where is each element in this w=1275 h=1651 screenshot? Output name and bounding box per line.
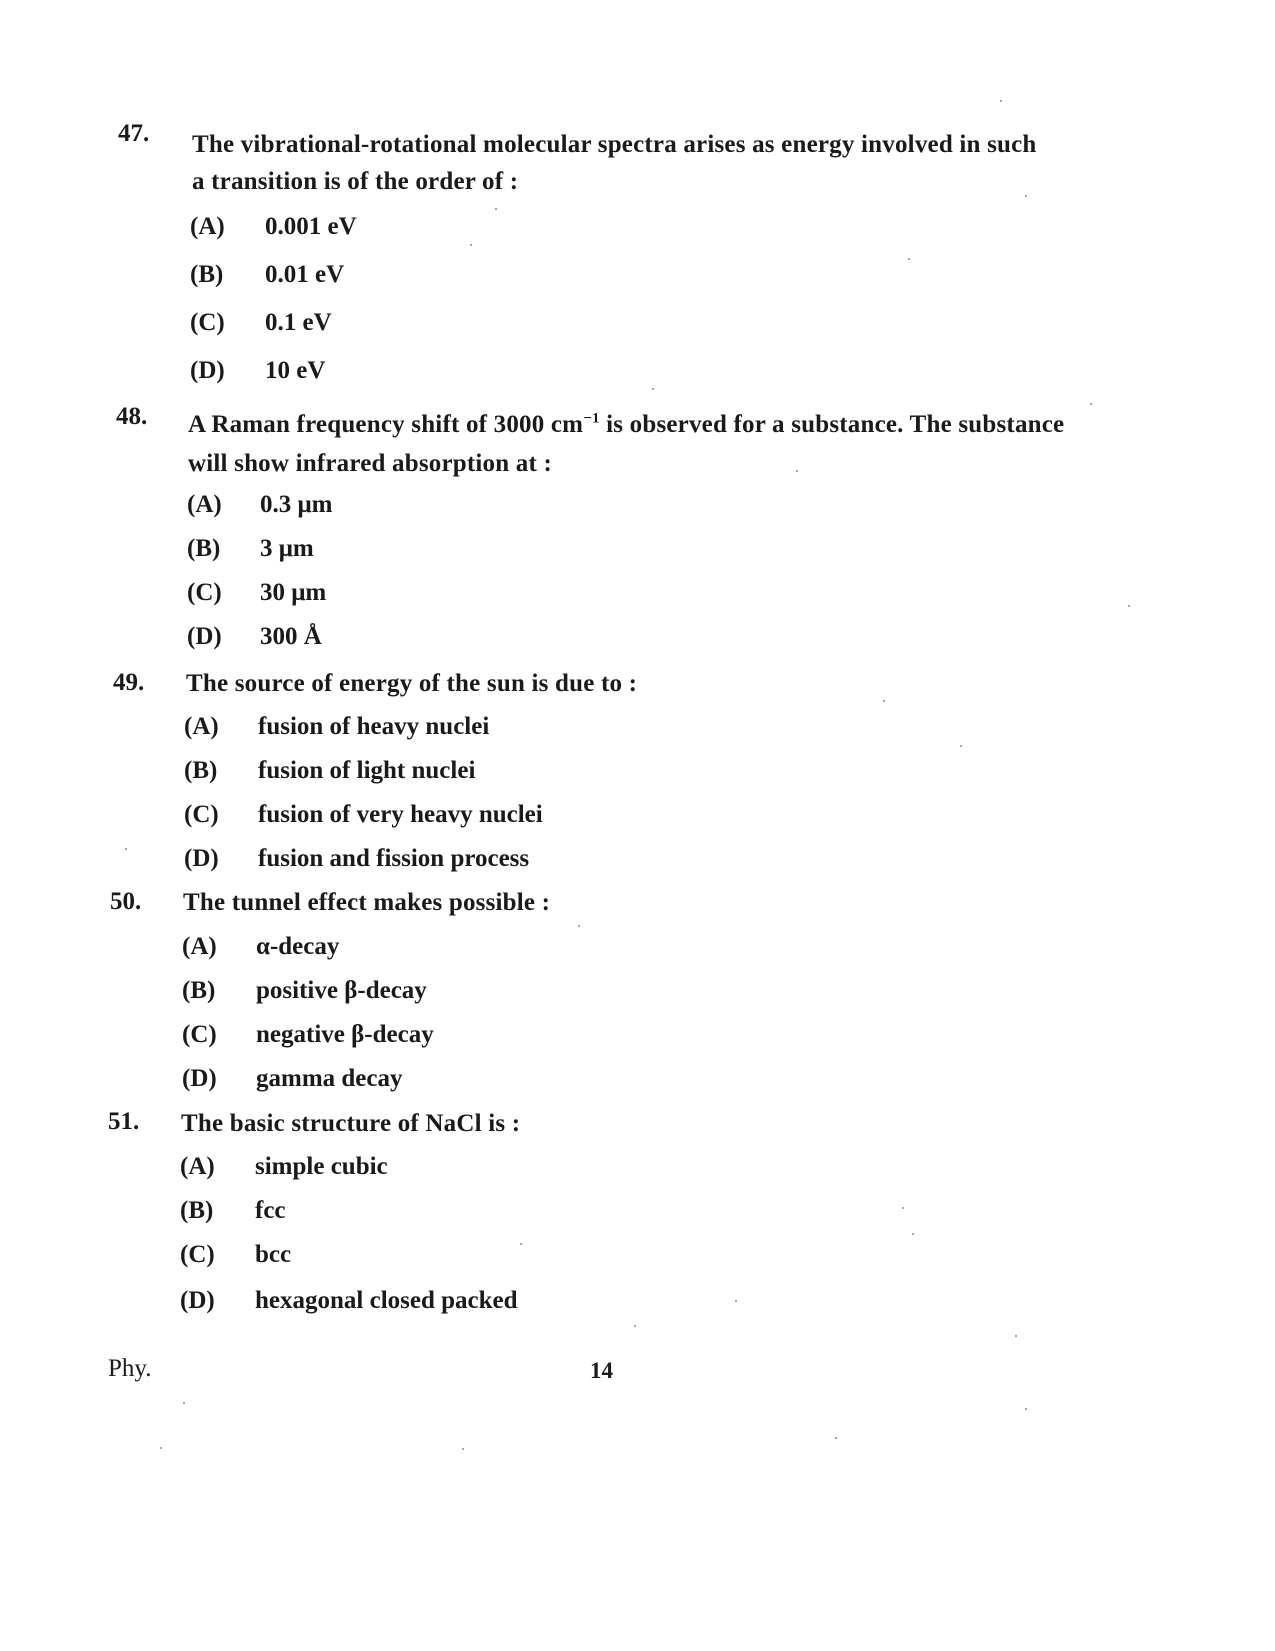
option-text: fcc	[255, 1197, 286, 1224]
option-text: 0.3 μm	[260, 491, 333, 518]
scan-speck	[160, 1447, 162, 1449]
option-text: 300 Å	[260, 623, 322, 650]
question-number: 50.	[110, 888, 142, 915]
option-text: fusion and fission process	[258, 845, 530, 872]
scan-speck	[960, 745, 962, 747]
question-number: 49.	[113, 669, 145, 696]
question-text-part: is observed for a substance. The substance	[599, 411, 1065, 438]
question-text-part: A Raman frequency shift of 3000 cm	[188, 411, 584, 438]
scan-speck	[1128, 605, 1130, 607]
option-letter: (A)	[182, 933, 217, 960]
option-text: hexagonal closed packed	[255, 1287, 518, 1314]
scan-speck	[735, 1300, 737, 1302]
scan-speck	[470, 244, 472, 246]
scan-speck	[796, 470, 798, 472]
scan-speck	[125, 848, 127, 850]
scan-speck	[902, 1207, 904, 1209]
scan-speck	[1000, 100, 1002, 102]
option-letter: (D)	[187, 623, 222, 650]
scan-speck	[1025, 195, 1027, 197]
option-letter: (C)	[182, 1021, 217, 1048]
option-text: 0.01 eV	[265, 261, 345, 288]
option-letter: (B)	[187, 535, 221, 562]
scan-speck	[495, 208, 497, 210]
option-letter: (D)	[190, 357, 225, 384]
option-text: 0.1 eV	[265, 309, 332, 336]
scan-speck	[1015, 1335, 1017, 1337]
scan-speck	[578, 925, 580, 927]
option-letter: (B)	[182, 977, 216, 1004]
option-letter: (A)	[187, 491, 222, 518]
scan-speck	[652, 388, 654, 390]
option-letter: (D)	[182, 1065, 217, 1092]
option-text: simple cubic	[255, 1153, 388, 1180]
scan-speck	[1090, 403, 1092, 405]
option-letter: (B)	[184, 757, 218, 784]
option-letter: (C)	[187, 579, 222, 606]
option-letter: (B)	[180, 1197, 214, 1224]
scan-speck	[835, 1437, 837, 1439]
option-letter: (D)	[180, 1287, 215, 1314]
option-text: fusion of very heavy nuclei	[258, 801, 543, 828]
question-text-line-1: The vibrational-rotational molecular spectra arises as energy involved in such	[192, 131, 1037, 158]
superscript: −1	[583, 410, 600, 427]
option-text: negative β-decay	[256, 1021, 434, 1048]
option-letter: (C)	[180, 1241, 215, 1268]
option-letter: (A)	[184, 713, 219, 740]
option-text: bcc	[255, 1241, 292, 1268]
question-text-line-1: The tunnel effect makes possible :	[183, 889, 551, 916]
option-text: 10 eV	[265, 357, 326, 384]
question-text-line-1: The basic structure of NaCl is :	[181, 1110, 521, 1137]
scan-speck	[912, 1233, 914, 1235]
option-text: fusion of light nuclei	[258, 757, 476, 784]
scan-speck	[883, 700, 885, 702]
option-letter: (A)	[180, 1153, 215, 1180]
scan-speck	[908, 258, 910, 260]
option-letter: (B)	[190, 261, 224, 288]
scan-speck	[520, 1243, 522, 1245]
scan-speck	[1025, 1408, 1027, 1410]
footer-page-number: 14	[590, 1358, 613, 1383]
question-number: 51.	[108, 1108, 140, 1135]
option-letter: (C)	[190, 309, 225, 336]
option-text: 30 μm	[260, 579, 327, 606]
option-letter: (A)	[190, 213, 225, 240]
scan-speck	[462, 1448, 464, 1450]
question-number: 47.	[118, 120, 150, 147]
scan-speck	[634, 1325, 636, 1327]
footer-subject: Phy.	[108, 1355, 152, 1382]
option-text: gamma decay	[256, 1065, 403, 1092]
question-text-line-2: a transition is of the order of :	[192, 168, 519, 195]
option-letter: (D)	[184, 845, 219, 872]
option-text: 0.001 eV	[265, 213, 357, 240]
question-text-line-2: will show infrared absorption at :	[188, 450, 553, 477]
option-letter: (C)	[184, 801, 219, 828]
question-number: 48.	[116, 403, 148, 430]
question-text-line-1	[188, 406, 1064, 443]
option-text: 3 μm	[260, 535, 314, 562]
scan-speck	[183, 1402, 185, 1404]
option-text: positive β-decay	[256, 977, 427, 1004]
option-text: α-decay	[256, 933, 340, 960]
question-text-line-1: The source of energy of the sun is due to :	[186, 670, 638, 697]
option-text: fusion of heavy nuclei	[258, 713, 490, 740]
